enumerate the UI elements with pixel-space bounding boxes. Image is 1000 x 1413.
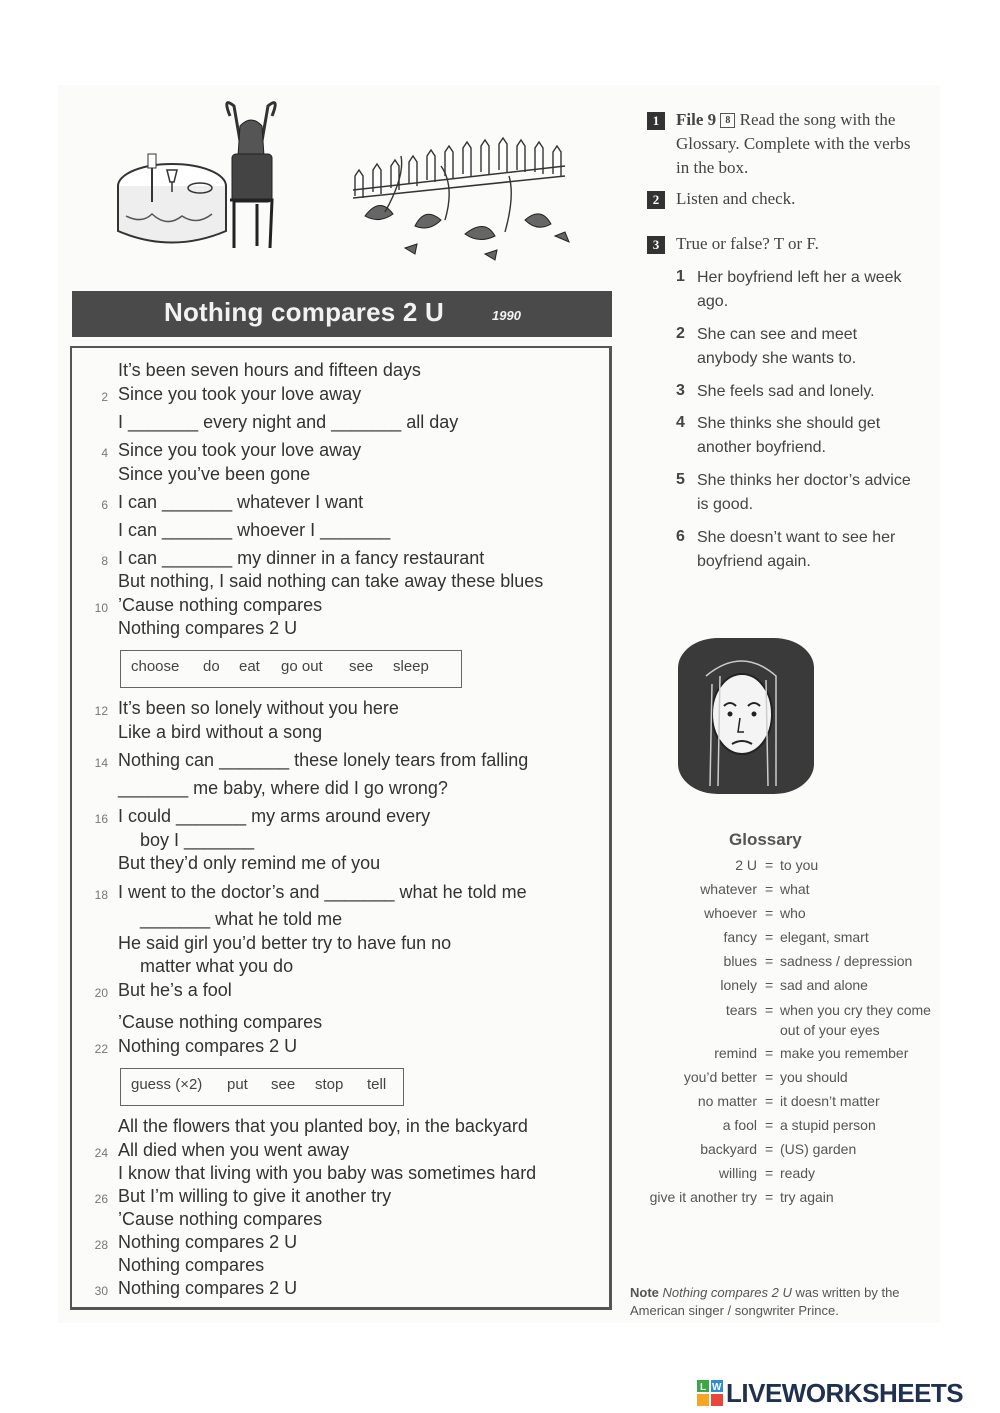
exercise-number: 3	[647, 236, 665, 254]
line-number: 18	[94, 888, 108, 902]
lyric-line-with-blanks: I can _______ whatever I want	[118, 492, 364, 512]
glossary-definition: a stupid person	[780, 1117, 876, 1133]
verb-box-word: guess (×2)	[131, 1076, 203, 1093]
question-number: 3	[676, 382, 685, 399]
lyric-line-with-blanks: _______ me baby, where did I go wrong?	[118, 778, 448, 798]
lyric-line-with-blanks: I _______ every night and _______ all day	[118, 412, 459, 432]
glossary-term: 2 U	[735, 857, 757, 873]
logo-letter-l: L	[700, 1382, 707, 1393]
glossary-definition: sad and alone	[780, 977, 868, 993]
glossary-equals: =	[765, 1165, 774, 1181]
question-number: 5	[676, 471, 685, 488]
verb-box-word: eat	[239, 658, 260, 675]
glossary-definition: you should	[780, 1069, 848, 1085]
glossary-term: a fool	[722, 1117, 757, 1133]
line-number: 10	[94, 601, 108, 615]
glossary-equals: =	[765, 1189, 774, 1205]
lyric-line-with-blanks: Nothing can _______ these lonely tears from falling	[118, 750, 529, 770]
line-number: 24	[94, 1146, 108, 1160]
glossary-equals: =	[765, 1045, 774, 1061]
glossary-term: give it another try	[649, 1189, 757, 1205]
verb-box-2	[120, 1068, 404, 1106]
glossary-equals: =	[765, 881, 774, 897]
line-number: 12	[94, 704, 108, 718]
verb-box-word: do	[203, 658, 220, 675]
glossary-definition: elegant, smart	[780, 929, 869, 945]
glossary-term: lonely	[720, 977, 757, 993]
verb-box-word: sleep	[393, 658, 429, 675]
glossary-term: backyard	[700, 1141, 757, 1157]
glossary-equals: =	[765, 977, 774, 993]
line-number: 30	[94, 1284, 108, 1298]
glossary-term: whoever	[704, 905, 757, 921]
liveworksheets-wordmark: LIVEWORKSHEETS	[726, 1378, 964, 1408]
exercise-2-instruction: Listen and check.	[676, 189, 796, 208]
glossary-definition: make you remember	[780, 1045, 909, 1061]
lyric-line: matter what you do	[140, 956, 294, 976]
lyric-line: Nothing compares 2 U	[118, 618, 298, 638]
line-number: 6	[101, 498, 108, 512]
line-number: 16	[94, 812, 108, 826]
lyric-line: ’Cause nothing compares	[118, 1209, 323, 1229]
exercise-1-instruction	[676, 108, 926, 180]
lyric-line: Nothing compares 2 U	[118, 1036, 298, 1056]
line-number: 4	[101, 446, 108, 460]
lyric-line-with-blanks: I went to the doctor’s and _______ what he told me	[118, 882, 527, 902]
glossary-term: whatever	[700, 881, 757, 897]
file-label: File 9	[676, 110, 717, 129]
lyric-line: But I’m willing to give it another try	[118, 1186, 392, 1206]
question-text: She can see and meet anybody she wants to.	[697, 326, 858, 367]
question-number: 4	[676, 414, 685, 431]
line-number: 20	[94, 986, 108, 1000]
glossary-definition: ready	[780, 1165, 816, 1181]
lyric-line-with-blanks: _______ what he told me	[140, 909, 343, 929]
line-number: 2	[101, 390, 108, 404]
glossary-term: tears	[725, 1002, 757, 1018]
verb-box-word: go out	[281, 658, 323, 675]
glossary-definition: it doesn’t matter	[780, 1093, 880, 1109]
fence-and-flowers-illustration	[345, 136, 585, 266]
lyric-line: But he’s a fool	[118, 980, 232, 1000]
note-text: was written by the American singer / songwriter Prince.	[630, 1285, 900, 1318]
verb-box-word: stop	[315, 1076, 344, 1093]
note-song-title: Nothing compares 2 U	[662, 1285, 792, 1300]
line-number: 22	[94, 1042, 108, 1056]
lyric-line: Since you’ve been gone	[118, 464, 311, 484]
glossary-definition: what	[780, 881, 810, 897]
exercise-number: 2	[647, 191, 665, 209]
exercise-3-instruction: True or false? T or F.	[676, 234, 819, 253]
glossary-definition: try again	[780, 1189, 834, 1205]
note-label: Note	[630, 1285, 659, 1300]
logo-letter-w: W	[712, 1382, 722, 1393]
lyric-line: I know that living with you baby was sometimes hard	[118, 1163, 537, 1183]
lyric-line-with-blanks: I could _______ my arms around every	[118, 806, 431, 826]
question-number: 1	[676, 268, 685, 285]
lyric-line: All died when you went away	[118, 1140, 350, 1160]
lyric-line: It’s been so lonely without you here	[118, 698, 399, 718]
line-number: 28	[94, 1238, 108, 1252]
glossary-equals: =	[765, 857, 774, 873]
glossary-term: willing	[718, 1165, 757, 1181]
glossary-definition: who	[780, 905, 806, 921]
lyric-line: Nothing compares 2 U	[118, 1232, 298, 1252]
lyric-line: He said girl you’d better try to have fun no	[118, 933, 452, 953]
verb-box-word: see	[271, 1076, 296, 1093]
liveworksheets-logo-icon	[697, 1380, 725, 1406]
line-number: 8	[101, 554, 108, 568]
lyric-line: All the flowers that you planted boy, in the backyard	[118, 1116, 528, 1136]
line-number: 26	[94, 1192, 108, 1206]
lyric-line-with-blanks: I can _______ whoever I _______	[118, 520, 391, 540]
question-text: She thinks she should get another boyfriend.	[697, 415, 881, 456]
lyric-line: It’s been seven hours and fifteen days	[118, 360, 421, 380]
lyric-line: Nothing compares	[118, 1255, 265, 1275]
question-text: She doesn’t want to see her boyfriend again.	[697, 529, 896, 570]
question-text: She thinks her doctor’s advice is good.	[697, 472, 911, 513]
lyric-line: ’Cause nothing compares	[118, 1012, 323, 1032]
verb-box-word: tell	[367, 1076, 387, 1093]
glossary-equals: =	[765, 1093, 774, 1109]
line-number: 14	[94, 756, 108, 770]
question-number: 2	[676, 325, 685, 342]
lyric-line: ’Cause nothing compares	[118, 595, 323, 615]
lyric-line: Since you took your love away	[118, 384, 362, 404]
lyric-line: Like a bird without a song	[118, 722, 323, 742]
glossary-definition: (US) garden	[780, 1141, 857, 1157]
exercise-number: 1	[647, 112, 665, 130]
glossary-equals: =	[765, 929, 774, 945]
glossary-term: blues	[723, 953, 757, 969]
glossary-definition: to you	[780, 857, 819, 873]
song-title: Nothing compares 2 U	[164, 297, 444, 327]
verb-box-1	[120, 650, 462, 688]
verb-box-word: choose	[131, 658, 180, 675]
glossary-definition: sadness / depression	[780, 953, 913, 969]
lyric-line: Nothing compares 2 U	[118, 1278, 298, 1298]
glossary-equals: =	[765, 1002, 774, 1018]
song-title-bar	[72, 291, 612, 337]
glossary-definition: when you cry they come out of your eyes	[780, 1002, 931, 1038]
lyric-line: But nothing, I said nothing can take away these blues	[118, 571, 544, 591]
exercise-text: Read the song with the Glossary. Complete with the verbs in the box.	[676, 110, 911, 177]
glossary-title: Glossary	[729, 830, 802, 849]
lyric-line: But they’d only remind me of you	[118, 853, 381, 873]
glossary-term: remind	[714, 1045, 757, 1061]
woman-at-table-illustration	[112, 96, 292, 268]
song-note	[630, 1284, 930, 1320]
question-number: 6	[676, 528, 685, 545]
verb-box-word: see	[349, 658, 374, 675]
lyric-line: Since you took your love away	[118, 440, 362, 460]
glossary-term: fancy	[723, 929, 757, 945]
glossary-equals: =	[765, 1141, 774, 1157]
glossary-term: you’d better	[683, 1069, 757, 1085]
lyric-line-with-blanks: I can _______ my dinner in a fancy restaurant	[118, 548, 485, 568]
verb-box-word: put	[227, 1076, 248, 1093]
song-year: 1990	[492, 308, 521, 323]
glossary-equals: =	[765, 1117, 774, 1133]
glossary-term: no matter	[697, 1093, 757, 1109]
sad-girl-illustration	[676, 636, 816, 796]
question-text: She feels sad and lonely.	[697, 383, 875, 400]
glossary-equals: =	[765, 953, 774, 969]
question-text: Her boyfriend left her a week ago.	[697, 269, 902, 310]
glossary-equals: =	[765, 905, 774, 921]
glossary-equals: =	[765, 1069, 774, 1085]
lyric-line-with-blanks: boy I _______	[140, 830, 255, 850]
audio-track-badge: 8	[720, 113, 735, 128]
